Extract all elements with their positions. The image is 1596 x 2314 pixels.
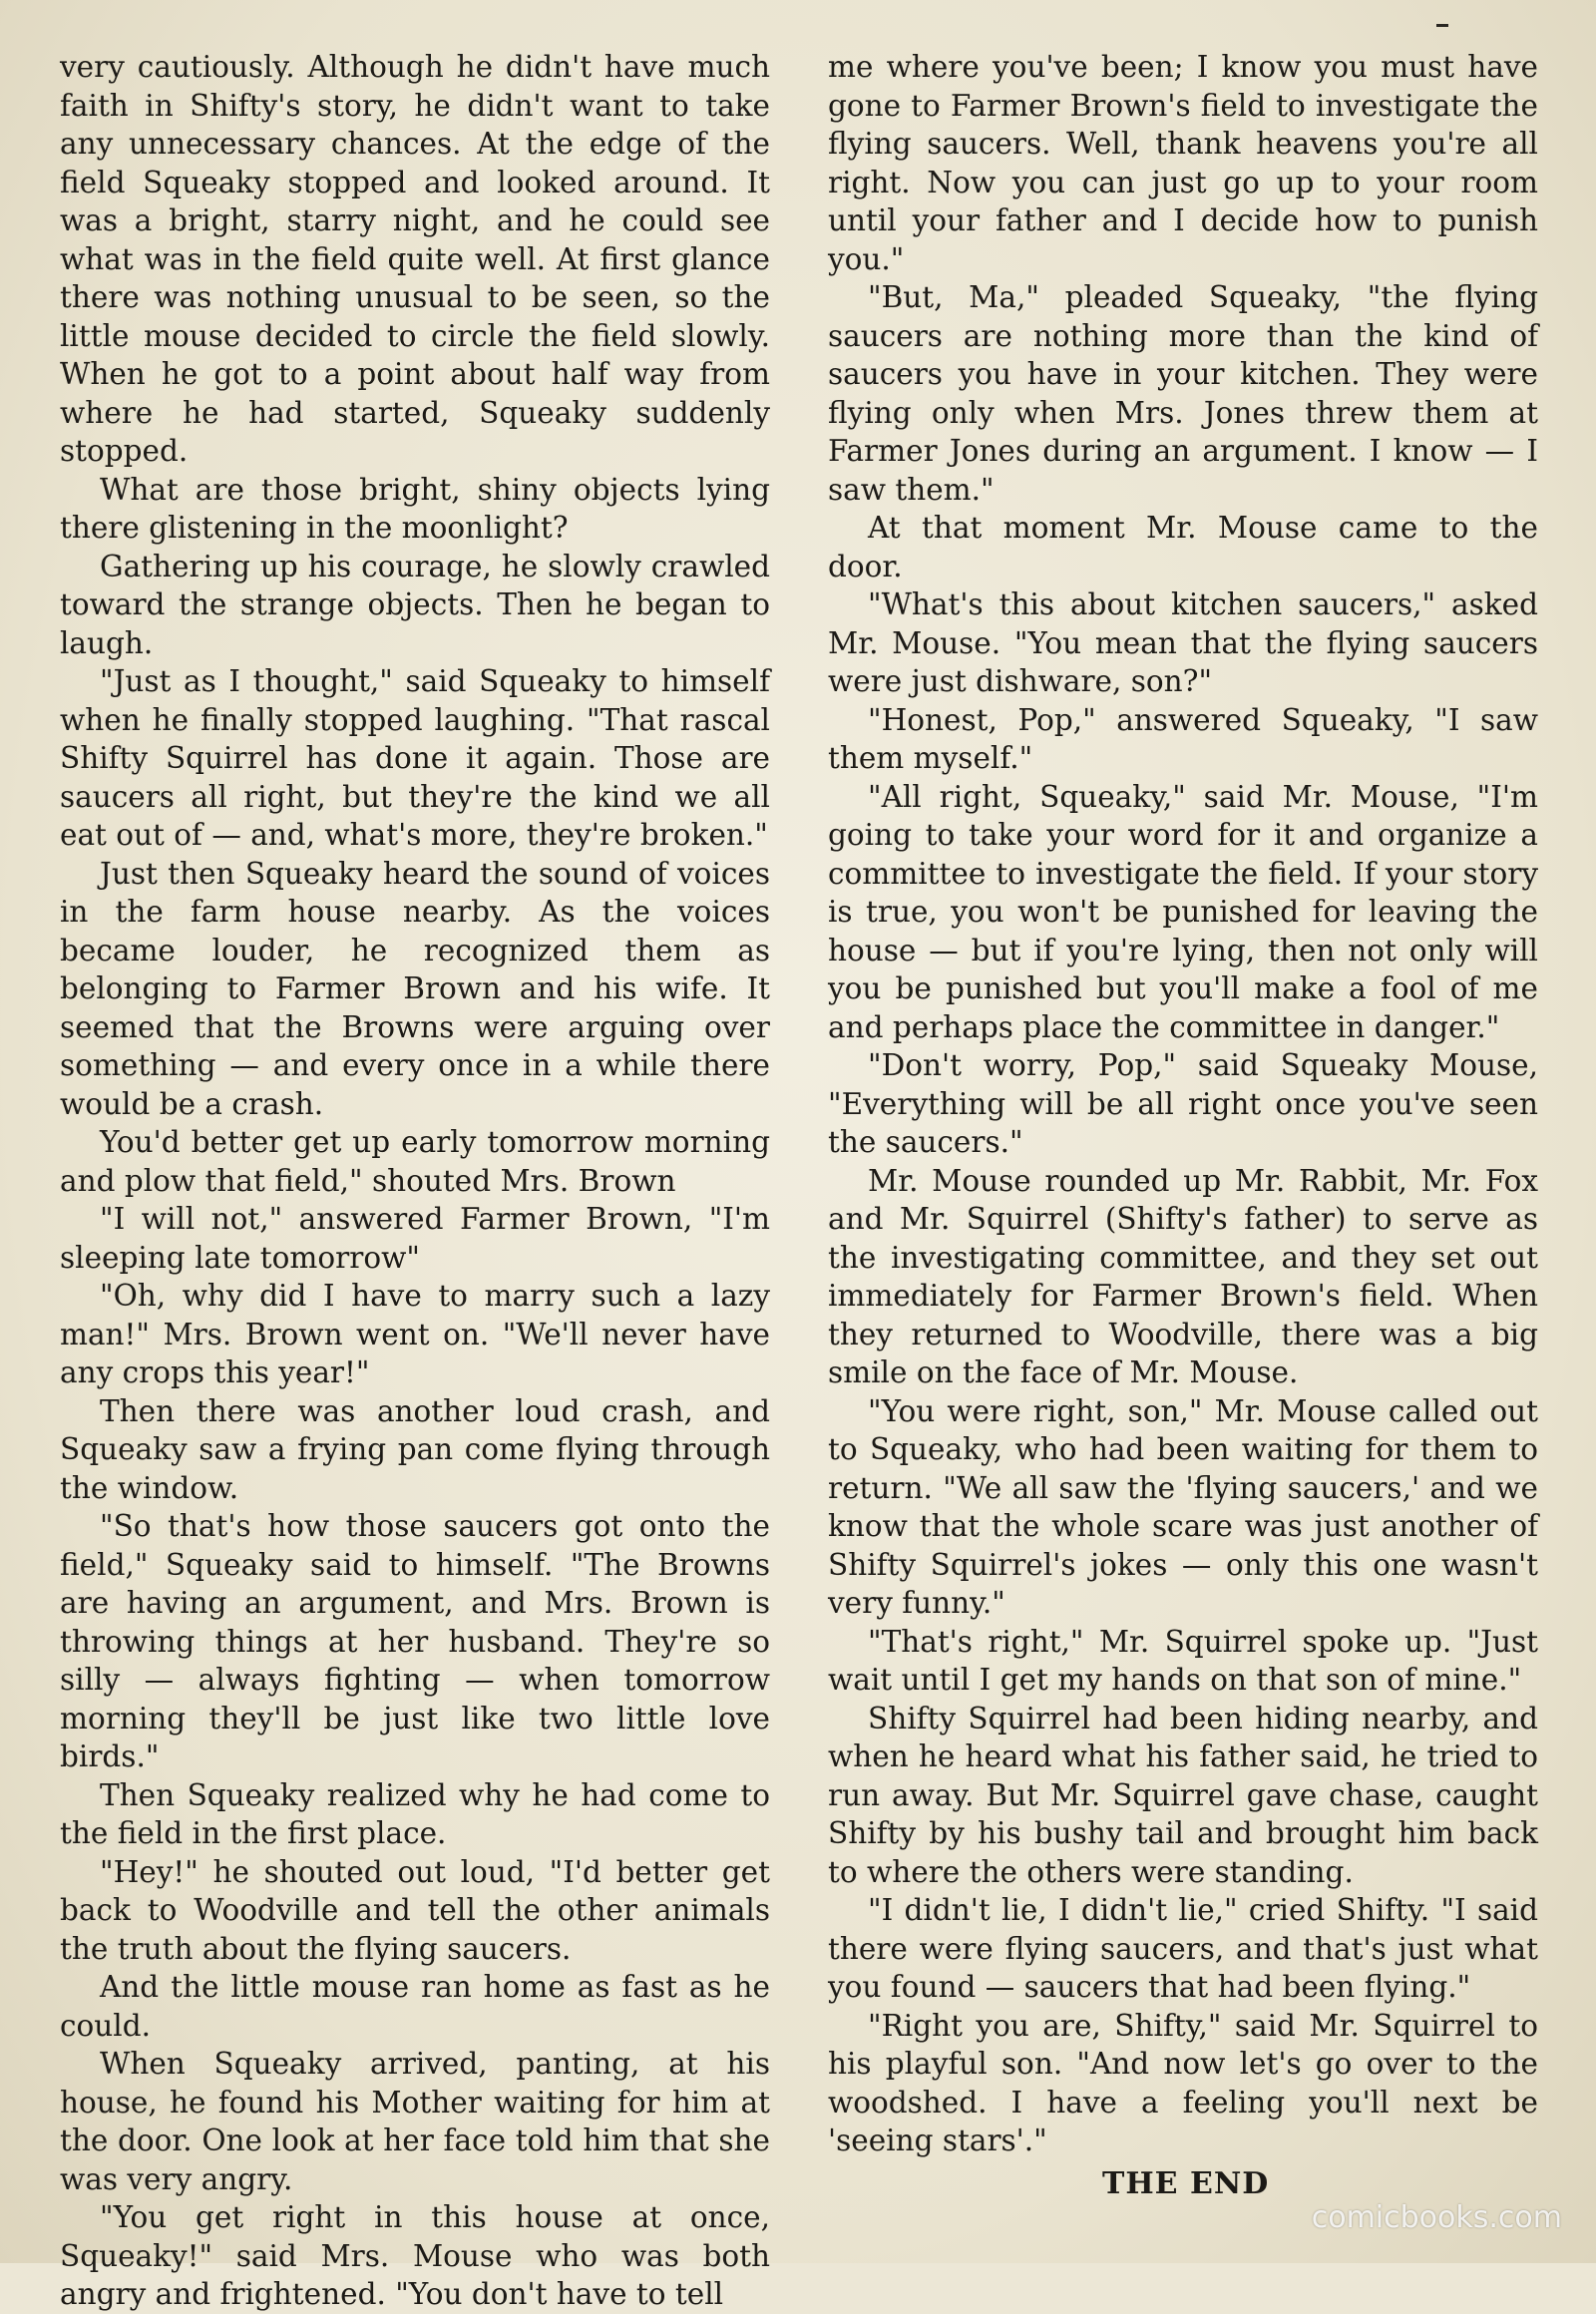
paragraph: "Right you are, Shifty," said Mr. Squirrel to his playful son. "And now let's go over to the woodshed. I have a feeling you'll next be 'seeing stars'." [828, 2008, 1538, 2157]
paragraph: Gathering up his courage, he slowly crawled toward the strange objects. Then he began to laugh. [60, 549, 770, 660]
paragraph: You'd better get up early tomorrow morning and plow that field," shouted Mrs. Brown [60, 1125, 770, 1198]
paragraph: Then Squeaky realized why he had come to the field in the first place. [60, 1777, 770, 1850]
right-column [828, 48, 1538, 2160]
page-mark [1436, 24, 1448, 27]
paragraph: "Just as I thought," said Squeaky to himself when he finally stopped laughing. "That rascal Shifty Squirrel has done it again. Those are saucers all right, but they're the kind we all eat out of — and, what's more, they're broken." [60, 664, 770, 852]
paragraph: "I will not," answered Farmer Brown, "I'm sleeping late tomorrow" [60, 1202, 770, 1275]
paragraph: "Don't worry, Pop," said Squeaky Mouse, "Everything will be all right once you've seen the saucers." [828, 1048, 1538, 1159]
paragraph: "What's this about kitchen saucers," asked Mr. Mouse. "You mean that the flying saucers were just dishware, son?" [828, 587, 1538, 698]
left-column [60, 48, 770, 2314]
paragraph: At that moment Mr. Mouse came to the door. [828, 511, 1538, 583]
paragraph: "You were right, son," Mr. Mouse called out to Squeaky, who had been waiting for them to return. "We all saw the 'flying saucers,' and we know that the whole scare was just another of Shifty Squirrel's jokes — only this one wasn't very funny." [828, 1393, 1538, 1620]
paragraph: And the little mouse ran home as fast as he could. [60, 1970, 770, 2043]
paragraph: "All right, Squeaky," said Mr. Mouse, "I'm going to take your word for it and organize a committee to investigate the field. If your story is true, you won't be punished for leaving the house — but if you're lying, then not only will you be punished but you'll make a fool of me and perhaps place the committee in danger." [828, 779, 1538, 1044]
watermark-text: comicbooks.com [1311, 2200, 1562, 2235]
paragraph: What are those bright, shiny objects lying there glistening in the moonlight? [60, 472, 770, 545]
paragraph: Mr. Mouse rounded up Mr. Rabbit, Mr. Fox and Mr. Squirrel (Shifty's father) to serve as the investigating committee, and they set out immediately for Farmer Brown's field. When they returned to Woodville, there was a big smile on the face of Mr. Mouse. [828, 1163, 1538, 1389]
the-end-label: THE END [1102, 2166, 1270, 2201]
paragraph: me where you've been; I know you must have gone to Farmer Brown's field to investigate the flying saucers. Well, thank heavens you're all right. Now you can just go up to your room until your father and I decide how to punish you." [828, 50, 1538, 276]
paragraph: Just then Squeaky heard the sound of voices in the farm house nearby. As the voices became louder, he recognized them as belonging to Farmer Brown and his wife. It seemed that the Browns were arguing over something — and every once in a while there would be a crash. [60, 856, 770, 1121]
paragraph: When Squeaky arrived, panting, at his house, he found his Mother waiting for him at the door. One look at her face told him that she was very angry. [60, 2047, 770, 2196]
paragraph: "You get right in this house at once, Squeaky!" said Mrs. Mouse who was both angry and frightened. "You don't have to tell [60, 2200, 770, 2311]
paragraph: "I didn't lie, I didn't lie," cried Shifty. "I said there were flying saucers, and that's just what you found — saucers that had been flying." [828, 1893, 1538, 2004]
paragraph: "Oh, why did I have to marry such a lazy man!" Mrs. Brown went on. "We'll never have any crops this year!" [60, 1279, 770, 1389]
paragraph: "Honest, Pop," answered Squeaky, "I saw them myself." [828, 702, 1538, 775]
paragraph: "So that's how those saucers got onto the field," Squeaky said to himself. "The Browns are having an argument, and Mrs. Brown is throwing things at her husband. They're so silly — always fighting — when tomorrow morning they'll be just like two little love birds." [60, 1509, 770, 1773]
paragraph: "Hey!" he shouted out loud, "I'd better get back to Woodville and tell the other animals the truth about the flying saucers. [60, 1854, 770, 1966]
paragraph: very cautiously. Although he didn't have much faith in Shifty's story, he didn't want to take any unnecessary chances. At the edge of the field Squeaky stopped and looked around. It was a bright, starry night, and he could see what was in the field quite well. At first glance there was nothing unusual to be seen, so the little mouse decided to circle the field slowly. When he got to a point about half way from where he had started, Squeaky suddenly stopped. [60, 50, 770, 468]
paragraph: Then there was another loud crash, and Squeaky saw a frying pan come flying through the window. [60, 1393, 770, 1505]
paragraph: "But, Ma," pleaded Squeaky, "the flying saucers are nothing more than the kind of saucers you have in your kitchen. They were flying only when Mrs. Jones threw them at Farmer Jones during an argument. I know — I saw them." [828, 280, 1538, 507]
paragraph: "That's right," Mr. Squirrel spoke up. "Just wait until I get my hands on that son of mine." [828, 1624, 1538, 1697]
paragraph: Shifty Squirrel had been hiding nearby, and when he heard what his father said, he tried to run away. But Mr. Squirrel gave chase, caught Shifty by his bushy tail and brought him back to where the others were standing. [828, 1701, 1538, 1889]
